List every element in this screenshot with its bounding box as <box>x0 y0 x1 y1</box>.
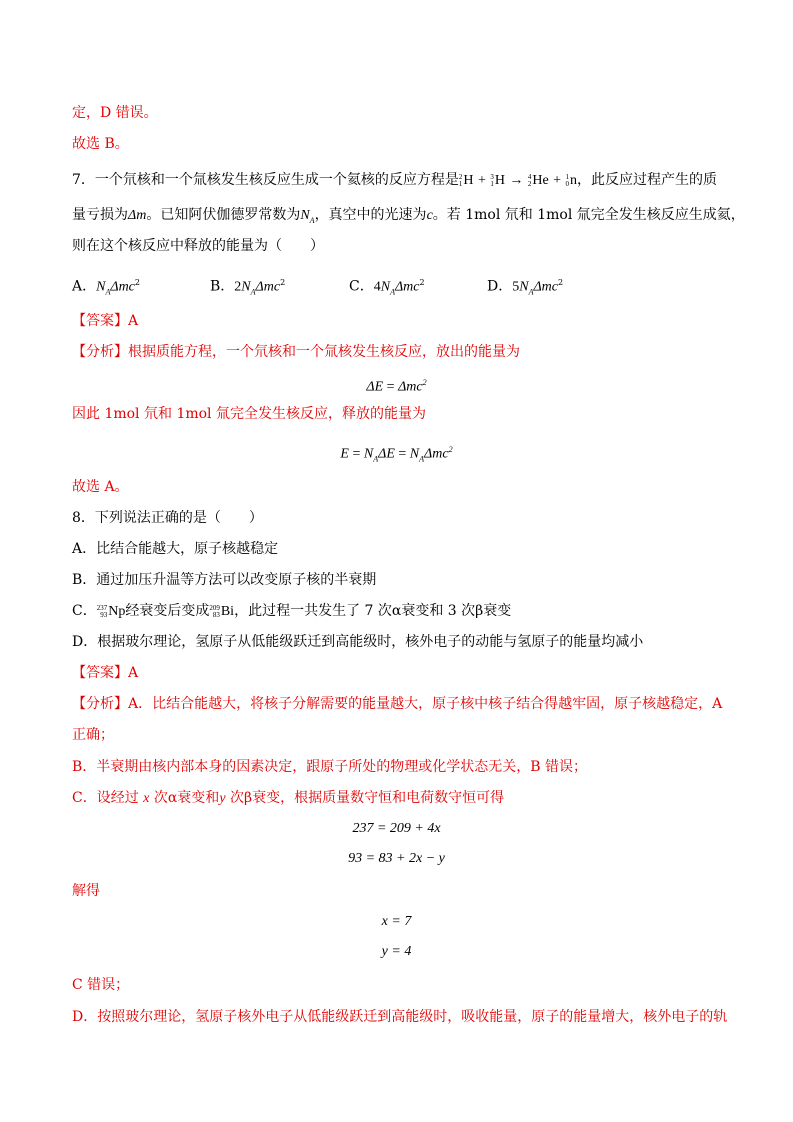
q7-conclusion: 故选 A。 <box>72 479 129 495</box>
q8-option-c[interactable]: C． 237 93 Np经衰变后变成 209 83 Bi，此过程一共发生了 7 次α衰变和 3 次β衰变 <box>72 601 511 622</box>
nuclide-n1: 1 0 n <box>565 172 578 188</box>
q8-option-b[interactable]: B．通过加压升温等方法可以改变原子核的半衰期 <box>72 572 377 588</box>
q8-analysis-a-2: 正确； <box>72 727 114 743</box>
nuclide-bi209: 209 83 Bi <box>209 603 235 619</box>
prev-analysis-tail: 定，D 错误。 <box>72 105 158 121</box>
nuclide-np237: 237 93 Np <box>96 603 126 619</box>
q8-mass-equation: 237 = 209 + 4x <box>352 821 441 836</box>
q7-analysis-2: 因此 1mol 氘和 1mol 氚完全发生核反应，释放的能量为 <box>72 406 426 422</box>
q7-stem-line1: 7．一个氘核和一个氚核发生核反应生成一个氦核的反应方程是 2 1 H + 3 1 H → 4 2 He + 1 0 n，此反应过程产生的质 <box>72 170 717 191</box>
q7-answer: 【答案】A <box>72 313 139 329</box>
nuclide-he4: 4 2 He <box>527 172 549 188</box>
q8-answer: 【答案】A <box>72 665 139 681</box>
q8-option-a[interactable]: A．比结合能越大，原子核越稳定 <box>72 541 279 557</box>
q8-analysis-b: B．半衰期由核内部本身的因素决定，跟原子所处的物理或化学状态无关，B 错误； <box>72 759 588 775</box>
q8-solve-label: 解得 <box>72 883 100 899</box>
q8-solution-x: x = 7 <box>381 914 412 929</box>
q8-analysis-a-1: 【分析】A．比结合能越大，将核子分解需要的能量越大，原子核中核子结合得越牢固，原子核越稳定，A <box>72 696 723 712</box>
q7-stem-line2: 量亏损为Δm。已知阿伏伽德罗常数为$N_A$，真空中的光速为c。若 1mol 氘和 1mol 氚完全发生核反应生成氦， <box>72 207 745 225</box>
q7-equation-2: $E = N_A\Delta E = N_A\Delta mc^2$ <box>340 445 453 464</box>
q7-equation-1: ΔE = Δmc$^2$ <box>366 378 427 395</box>
q7-option-c[interactable]: C．$4N_A\Delta mc^2$ <box>349 278 425 297</box>
q8-solution-y: y = 4 <box>381 944 412 959</box>
q8-analysis-d: D．按照玻尔理论，氢原子核外电子从低能级跃迁到高能级时，吸收能量，原子的能量增大，核外电子的轨 <box>72 1009 728 1025</box>
q8-stem: 8．下列说法正确的是（ ） <box>72 510 263 526</box>
q7-stem-line3: 则在这个核反应中释放的能量为（ ） <box>72 238 324 254</box>
prev-conclusion: 故选 B。 <box>72 136 129 152</box>
nuclide-h3: 3 1 H <box>490 172 505 188</box>
q7-analysis-1: 【分析】根据质能方程，一个氘核和一个氚核发生核反应，放出的能量为 <box>72 344 520 360</box>
q8-option-d[interactable]: D．根据玻尔理论，氢原子从低能级跃迁到高能级时，核外电子的动能与氢原子的能量均减小 <box>72 634 644 650</box>
q7-option-a[interactable]: A．$N_A\Delta mc^2$ <box>72 278 140 297</box>
q8-analysis-c: C．设经过 x 次α衰变和y 次β衰变，根据质量数守恒和电荷数守恒可得 <box>72 790 505 806</box>
q7-option-d[interactable]: D．$5N_A\Delta mc^2$ <box>487 278 564 297</box>
nuclide-h2: 2 1 H <box>458 172 474 188</box>
q7-option-b[interactable]: B．$2N_A\Delta mc^2$ <box>210 278 286 297</box>
q8-charge-equation: 93 = 83 + 2x − y <box>348 851 445 866</box>
q8-c-wrong: C 错误； <box>72 977 130 993</box>
